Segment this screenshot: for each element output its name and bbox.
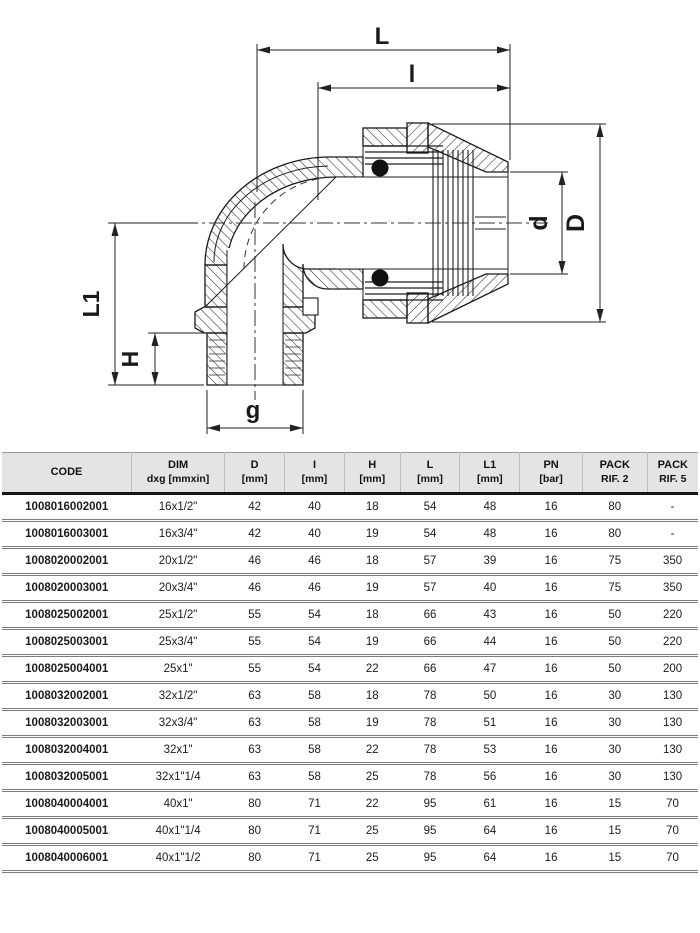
nut-band-top	[407, 123, 428, 153]
cell-PN: 16	[544, 824, 558, 837]
table-row	[2, 493, 698, 520]
o-ring-bottom	[372, 270, 389, 287]
cell-PN: 16	[544, 689, 558, 702]
cell-dim: 32x1"1/4	[155, 770, 201, 783]
cell-pack5: 130	[662, 743, 683, 756]
cell-PN: 16	[544, 743, 558, 756]
o-ring-top	[372, 160, 389, 177]
cell-I: 54	[308, 608, 321, 621]
cell-L: 54	[423, 527, 437, 540]
dim-H	[148, 333, 204, 385]
cell-H: 25	[365, 851, 379, 864]
column-header-dim: DIM dxg [mmxin]	[131, 453, 224, 494]
cell-pack2: 80	[608, 527, 622, 540]
cell-PN: 16	[544, 527, 558, 540]
cell-pack2: 50	[608, 608, 622, 621]
fitting-drawing-svg	[0, 0, 700, 452]
cell-pack2: 50	[608, 635, 622, 648]
cell-L: 66	[423, 608, 437, 621]
cell-L1: 61	[483, 797, 497, 810]
cell-I: 58	[308, 689, 321, 702]
cell-I: 71	[308, 824, 321, 837]
cell-H: 18	[365, 554, 379, 567]
cell-I: 54	[308, 635, 321, 648]
cell-code: 1008032004001	[25, 743, 109, 756]
cell-L1: 64	[483, 851, 497, 864]
cell-L1: 47	[483, 662, 497, 675]
cell-pack2: 75	[608, 554, 622, 567]
cell-D: 55	[248, 608, 262, 621]
cell-I: 40	[308, 500, 321, 513]
cell-pack5: 350	[662, 581, 683, 594]
cell-pack5: 220	[662, 608, 683, 621]
cell-pack2: 80	[608, 500, 622, 513]
cell-dim: 40x1"	[163, 797, 193, 810]
cell-pack2: 30	[608, 689, 622, 702]
cell-dim: 32x1"	[163, 743, 193, 756]
cell-I: 46	[308, 554, 321, 567]
cell-H: 18	[365, 500, 379, 513]
cell-code: 1008040006001	[25, 851, 109, 864]
cell-L: 78	[423, 716, 437, 729]
cell-D: 63	[248, 770, 262, 783]
cell-pack5: 130	[662, 689, 683, 702]
cell-pack5: 70	[666, 824, 679, 837]
cell-I: 54	[308, 662, 321, 675]
cell-pack5: 70	[666, 851, 679, 864]
column-header-PN: PN [bar]	[520, 453, 583, 494]
cell-L1: 40	[483, 581, 497, 594]
label-L1: L1	[78, 290, 104, 318]
cell-H: 19	[365, 716, 379, 729]
cell-PN: 16	[544, 635, 558, 648]
column-header-L1: L1 [mm]	[460, 453, 520, 494]
cell-L: 57	[423, 581, 437, 594]
column-header-pack5: PACK RIF. 5	[647, 453, 698, 494]
cell-PN: 16	[544, 662, 558, 675]
cell-code: 1008020002001	[25, 554, 109, 567]
cell-L1: 53	[483, 743, 497, 756]
outlet-wall-left	[207, 333, 227, 385]
cell-L: 78	[423, 743, 437, 756]
cell-code: 1008040005001	[25, 824, 109, 837]
cell-L1: 43	[483, 608, 497, 621]
table-body	[2, 493, 698, 871]
cell-dim: 32x3/4"	[158, 716, 198, 729]
cell-dim: 25x1/2"	[158, 608, 198, 621]
cell-pack5: -	[670, 527, 675, 540]
cell-PN: 16	[544, 608, 558, 621]
label-L: L	[374, 23, 390, 50]
cell-dim: 32x1/2"	[158, 689, 198, 702]
cell-pack2: 50	[608, 662, 622, 675]
table-row	[2, 574, 698, 601]
cell-pack2: 30	[608, 716, 622, 729]
shoulder-notch	[303, 298, 318, 315]
table-row	[2, 844, 698, 871]
nut-band-bottom	[407, 293, 428, 323]
nut-flange-top	[363, 128, 407, 146]
cell-L1: 56	[483, 770, 497, 783]
cell-L: 57	[423, 554, 437, 567]
cell-code: 1008032002001	[25, 689, 109, 702]
cell-code: 1008025002001	[25, 608, 109, 621]
cell-H: 18	[365, 608, 379, 621]
cell-dim: 16x3/4"	[158, 527, 198, 540]
cell-dim: 25x3/4"	[158, 635, 198, 648]
cell-L: 66	[423, 662, 437, 675]
table-row	[2, 790, 698, 817]
cell-D: 63	[248, 689, 262, 702]
column-header-H: H [mm]	[344, 453, 400, 494]
technical-drawing	[0, 0, 700, 452]
cell-pack5: 130	[662, 716, 683, 729]
cell-L: 78	[423, 689, 437, 702]
cell-L: 78	[423, 770, 437, 783]
cell-pack5: 130	[662, 770, 683, 783]
cell-D: 42	[248, 500, 262, 513]
column-header-pack2: PACK RIF. 2	[582, 453, 647, 494]
label-d: d	[525, 215, 553, 231]
cell-PN: 16	[544, 797, 558, 810]
cell-pack2: 75	[608, 581, 622, 594]
column-header-D: D [mm]	[225, 453, 285, 494]
cell-dim: 40x1"1/4	[155, 824, 201, 837]
cell-pack5: 200	[662, 662, 683, 675]
cell-D: 55	[248, 662, 262, 675]
cell-D: 55	[248, 635, 262, 648]
table-row	[2, 763, 698, 790]
cell-D: 80	[248, 824, 262, 837]
cell-H: 25	[365, 824, 379, 837]
cell-code: 1008016003001	[25, 527, 109, 540]
cell-D: 63	[248, 743, 262, 756]
cell-PN: 16	[544, 500, 558, 513]
cell-D: 63	[248, 716, 262, 729]
cell-L1: 48	[483, 527, 497, 540]
cell-pack2: 15	[608, 851, 622, 864]
cell-L: 95	[423, 824, 437, 837]
outlet-wall-right	[283, 333, 303, 385]
cell-I: 58	[308, 716, 321, 729]
nut-flange-bottom	[363, 300, 407, 318]
label-H: H	[117, 350, 143, 368]
cell-I: 46	[308, 581, 321, 594]
cell-H: 25	[365, 770, 379, 783]
cell-L1: 64	[483, 824, 497, 837]
cell-H: 19	[365, 527, 379, 540]
cell-L: 66	[423, 635, 437, 648]
cell-H: 19	[365, 635, 379, 648]
cell-PN: 16	[544, 554, 558, 567]
cell-PN: 16	[544, 770, 558, 783]
cell-code: 1008040004001	[25, 797, 109, 810]
table-row	[2, 628, 698, 655]
table-row	[2, 601, 698, 628]
left-wall	[205, 265, 227, 307]
cell-code: 1008032005001	[25, 770, 109, 783]
cell-pack5: 350	[662, 554, 683, 567]
cell-I: 58	[308, 770, 321, 783]
cell-D: 80	[248, 797, 262, 810]
dimension-table	[2, 452, 698, 873]
cell-I: 58	[308, 743, 321, 756]
cell-PN: 16	[544, 851, 558, 864]
cell-pack2: 15	[608, 824, 622, 837]
cell-L1: 48	[483, 500, 497, 513]
label-g: g	[245, 397, 261, 424]
cell-PN: 16	[544, 716, 558, 729]
label-I: l	[408, 61, 416, 88]
cell-pack5: 220	[662, 635, 683, 648]
cell-L1: 51	[483, 716, 497, 729]
cell-pack2: 30	[608, 743, 622, 756]
label-D: D	[562, 213, 590, 233]
cell-I: 40	[308, 527, 321, 540]
cell-D: 46	[248, 581, 262, 594]
column-header-I: I [mm]	[285, 453, 345, 494]
cell-L: 95	[423, 851, 437, 864]
cell-D: 42	[248, 527, 262, 540]
cell-pack5: 70	[666, 797, 679, 810]
table-row	[2, 547, 698, 574]
cell-pack2: 15	[608, 797, 622, 810]
cell-code: 1008016002001	[25, 500, 109, 513]
table-row	[2, 520, 698, 547]
cell-L: 54	[423, 500, 437, 513]
cell-code: 1008025004001	[25, 662, 109, 675]
table-row	[2, 709, 698, 736]
cell-I: 71	[308, 797, 321, 810]
table-row	[2, 682, 698, 709]
cell-code: 1008025003001	[25, 635, 109, 648]
column-header-code: CODE	[2, 453, 131, 494]
cell-L1: 50	[483, 689, 497, 702]
cell-H: 22	[365, 743, 379, 756]
cell-pack2: 30	[608, 770, 622, 783]
cell-dim: 40x1"1/2	[155, 851, 201, 864]
cell-L: 95	[423, 797, 437, 810]
column-header-L: L [mm]	[400, 453, 460, 494]
cell-pack5: -	[670, 500, 675, 513]
header-row	[2, 453, 698, 494]
cell-dim: 25x1"	[163, 662, 193, 675]
cell-D: 80	[248, 851, 262, 864]
table-header	[2, 453, 698, 494]
cell-code: 1008032003001	[25, 716, 109, 729]
cell-H: 18	[365, 689, 379, 702]
cell-dim: 20x1/2"	[158, 554, 198, 567]
cell-L1: 39	[483, 554, 497, 567]
table-row	[2, 817, 698, 844]
cell-PN: 16	[544, 581, 558, 594]
cell-I: 71	[308, 851, 321, 864]
cell-dim: 16x1/2"	[158, 500, 198, 513]
table-row	[2, 736, 698, 763]
table-row	[2, 655, 698, 682]
cell-dim: 20x3/4"	[158, 581, 198, 594]
cell-D: 46	[248, 554, 262, 567]
cell-H: 22	[365, 662, 379, 675]
cell-H: 22	[365, 797, 379, 810]
cell-L1: 44	[483, 635, 497, 648]
cell-code: 1008020003001	[25, 581, 109, 594]
cell-H: 19	[365, 581, 379, 594]
